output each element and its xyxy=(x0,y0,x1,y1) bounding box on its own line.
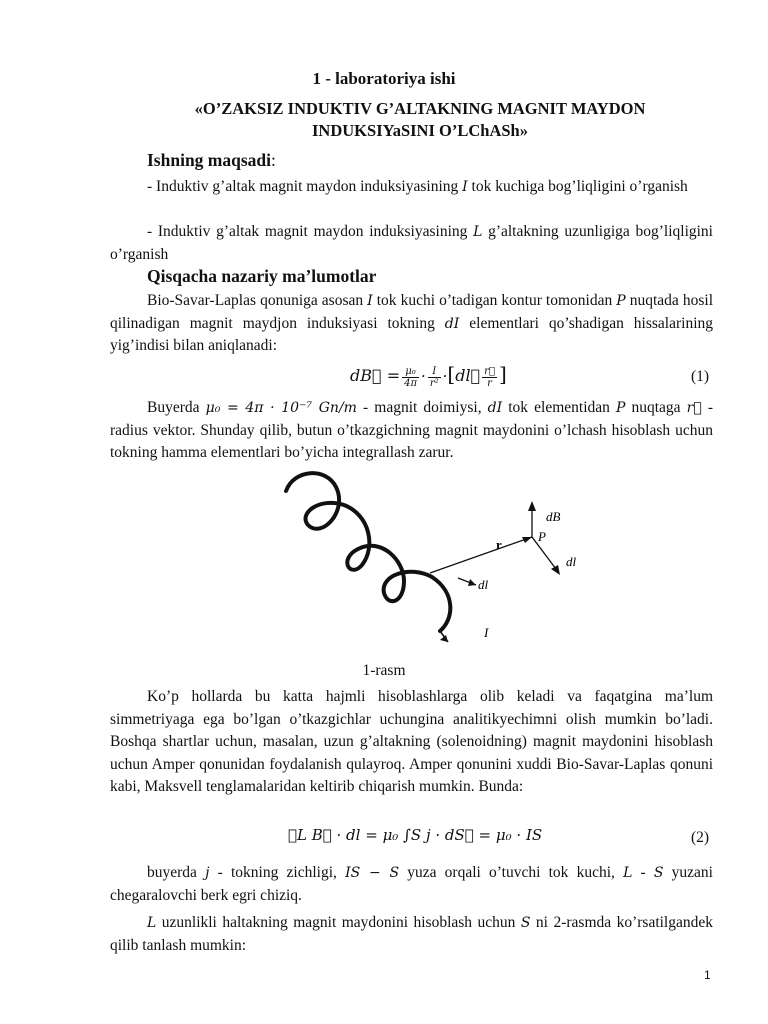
label-dl-coil: dl xyxy=(478,577,489,592)
equation-1-number: (1) xyxy=(691,368,710,385)
coil-wire xyxy=(286,473,450,631)
label-dl-right: dl xyxy=(566,554,577,569)
p4-var-j: j xyxy=(205,865,210,881)
paragraph-definitions xyxy=(110,397,713,465)
aim-item-2-text-a: - Induktiv g’altak magnit maydon induksiyasining xyxy=(147,223,474,240)
radius-vector-head xyxy=(522,537,532,543)
p4-text-c: yuza orqali o’tuvchi tok kuchi, xyxy=(399,864,624,881)
aim-item-2 xyxy=(110,221,713,266)
aim-heading-text: Ishning maqsadi xyxy=(147,150,272,170)
p1-text-a: Bio-Savar-Laplas qonuniga asosan xyxy=(147,292,368,309)
p2-var-P: P xyxy=(615,400,626,416)
p2-mu-formula: μ₀ = 4π · 10⁻⁷ Gn/m xyxy=(205,400,357,416)
p4-var-IS: IS − S xyxy=(345,865,400,881)
figure-caption: 1-rasm xyxy=(362,662,406,679)
p2-text-d: nuqtaga xyxy=(625,399,687,416)
figure-current-loop-diagram xyxy=(270,465,590,655)
aim-item-1-text-b: tok kuchiga bog’liqligini o’rganish xyxy=(467,178,688,195)
aim-item-2-var: L xyxy=(473,224,483,240)
dl-element-arrow-head xyxy=(468,579,476,586)
dB-vector-head xyxy=(528,501,536,511)
aim-heading xyxy=(147,150,276,171)
p4-text-b: - tokning zichligi, xyxy=(209,864,346,881)
p3-text: Ko’p hollarda bu katta hajmli hisoblashlarga olib keladi va faqatgina ma’lum simmetriyaga ega bo’lgan o’tkazgichlar uchungina analitikyechimni olish mumkin bo’ladi. Boshqa shartlar uchun, masalan, uzun g’altakning (solenoidning) magnit maydonini hisoblash uchun Amper qonunidan foydalanish qulayroq. Amper qonunini xuddi Bio-Savar-Laplas qonuni kabi, Maksvell tenglamalaridan keltirib chiqarish mumkin. Bunda: xyxy=(110,688,713,795)
aim-item-1-var: I xyxy=(462,179,468,195)
label-r: r xyxy=(496,537,502,552)
p5-text-b: ni 2-rasmda ko’rsatilgandek qilib tanlash mumkin: xyxy=(110,914,714,954)
equation-2: ∮L B⃗ · dl = μ₀ ∫S j · dS⃗ = μ₀ · IS xyxy=(288,826,543,844)
paragraph-ampere xyxy=(110,686,713,799)
equation-2-number: (2) xyxy=(691,829,710,846)
p2-text-c: tok elementidan xyxy=(502,399,616,416)
p5-text-a: uzunlikli haltakning magnit maydonini hisoblash uchun xyxy=(156,914,521,931)
paragraph-solenoid xyxy=(110,912,713,957)
p1-text-b: tok kuchi o’tadigan kontur tomonidan xyxy=(372,292,617,309)
subtitle-line-1: «O’ZAKSIZ INDUKTIV G’ALTAKNING MAGNIT MAYDON xyxy=(194,99,646,118)
equation-1: dB⃗ = $\frac{\text{μ₀}}{4\pi}$ · $\frac{I}{\text{r²}}$ ·[dl⃗ $\frac{r⃗}{r}$ ] xyxy=(350,362,507,389)
aim-item-1 xyxy=(110,176,713,199)
p2-var-r: r⃗ xyxy=(686,400,702,416)
lab-subtitle xyxy=(140,98,700,142)
p4-var-L: L xyxy=(623,865,633,881)
radius-vector-line xyxy=(430,537,532,573)
page-number: 1 xyxy=(704,968,711,982)
paragraph-bio-savar xyxy=(110,290,713,358)
theory-heading: Qisqacha nazariy ma’lumotlar xyxy=(147,266,377,286)
p2-text-a: Buyerda xyxy=(147,399,206,416)
p4-text-d: - xyxy=(632,864,654,881)
p2-text-b: - magnit doimiysi, xyxy=(356,399,488,416)
label-I: I xyxy=(484,625,489,640)
p5-var-L: L xyxy=(147,915,157,931)
p2-var-dI: dI xyxy=(487,400,503,416)
p1-text-c: nuqtada hosil qilinadigan magnit maydjon induksiyasi tokning xyxy=(110,292,713,332)
label-dB: dB xyxy=(546,509,561,524)
p1-text-d: elementlari qo’shadigan hissalarining yig’indisi bilan aniqlanadi: xyxy=(110,314,713,354)
p1-var-P: P xyxy=(616,293,626,309)
p1-var-dI: dI xyxy=(444,315,460,332)
p4-var-S: S xyxy=(653,865,664,881)
lab-title: 1 - laboratoriya ishi xyxy=(312,69,456,88)
p5-var-S: S xyxy=(520,915,531,931)
paragraph-notation xyxy=(110,862,713,907)
label-P: P xyxy=(538,529,546,544)
aim-heading-colon: : xyxy=(271,150,276,170)
aim-item-2-text-b: g’altakning uzunligiga bog’liqligini o’rganish xyxy=(110,223,713,263)
p4-text-a: buyerda xyxy=(147,864,206,881)
dl-right-vector-head xyxy=(551,565,560,575)
aim-item-1-text-a: - Induktiv g’altak magnit maydon induksiyasining xyxy=(147,178,463,195)
p2-text-e: - radius vektor. Shunday qilib, butun o’tkazgichning magnit maydonini o’lchash hisoblash uchun tokning hamma elementlari bo’yicha integrallash zarur. xyxy=(110,399,714,461)
subtitle-line-2: INDUKSIYaSINI O’LChASh» xyxy=(312,121,528,140)
p1-var-I: I xyxy=(367,293,373,309)
p4-text-e: yuzani chegaralovchi berk egri chiziq. xyxy=(110,864,713,904)
